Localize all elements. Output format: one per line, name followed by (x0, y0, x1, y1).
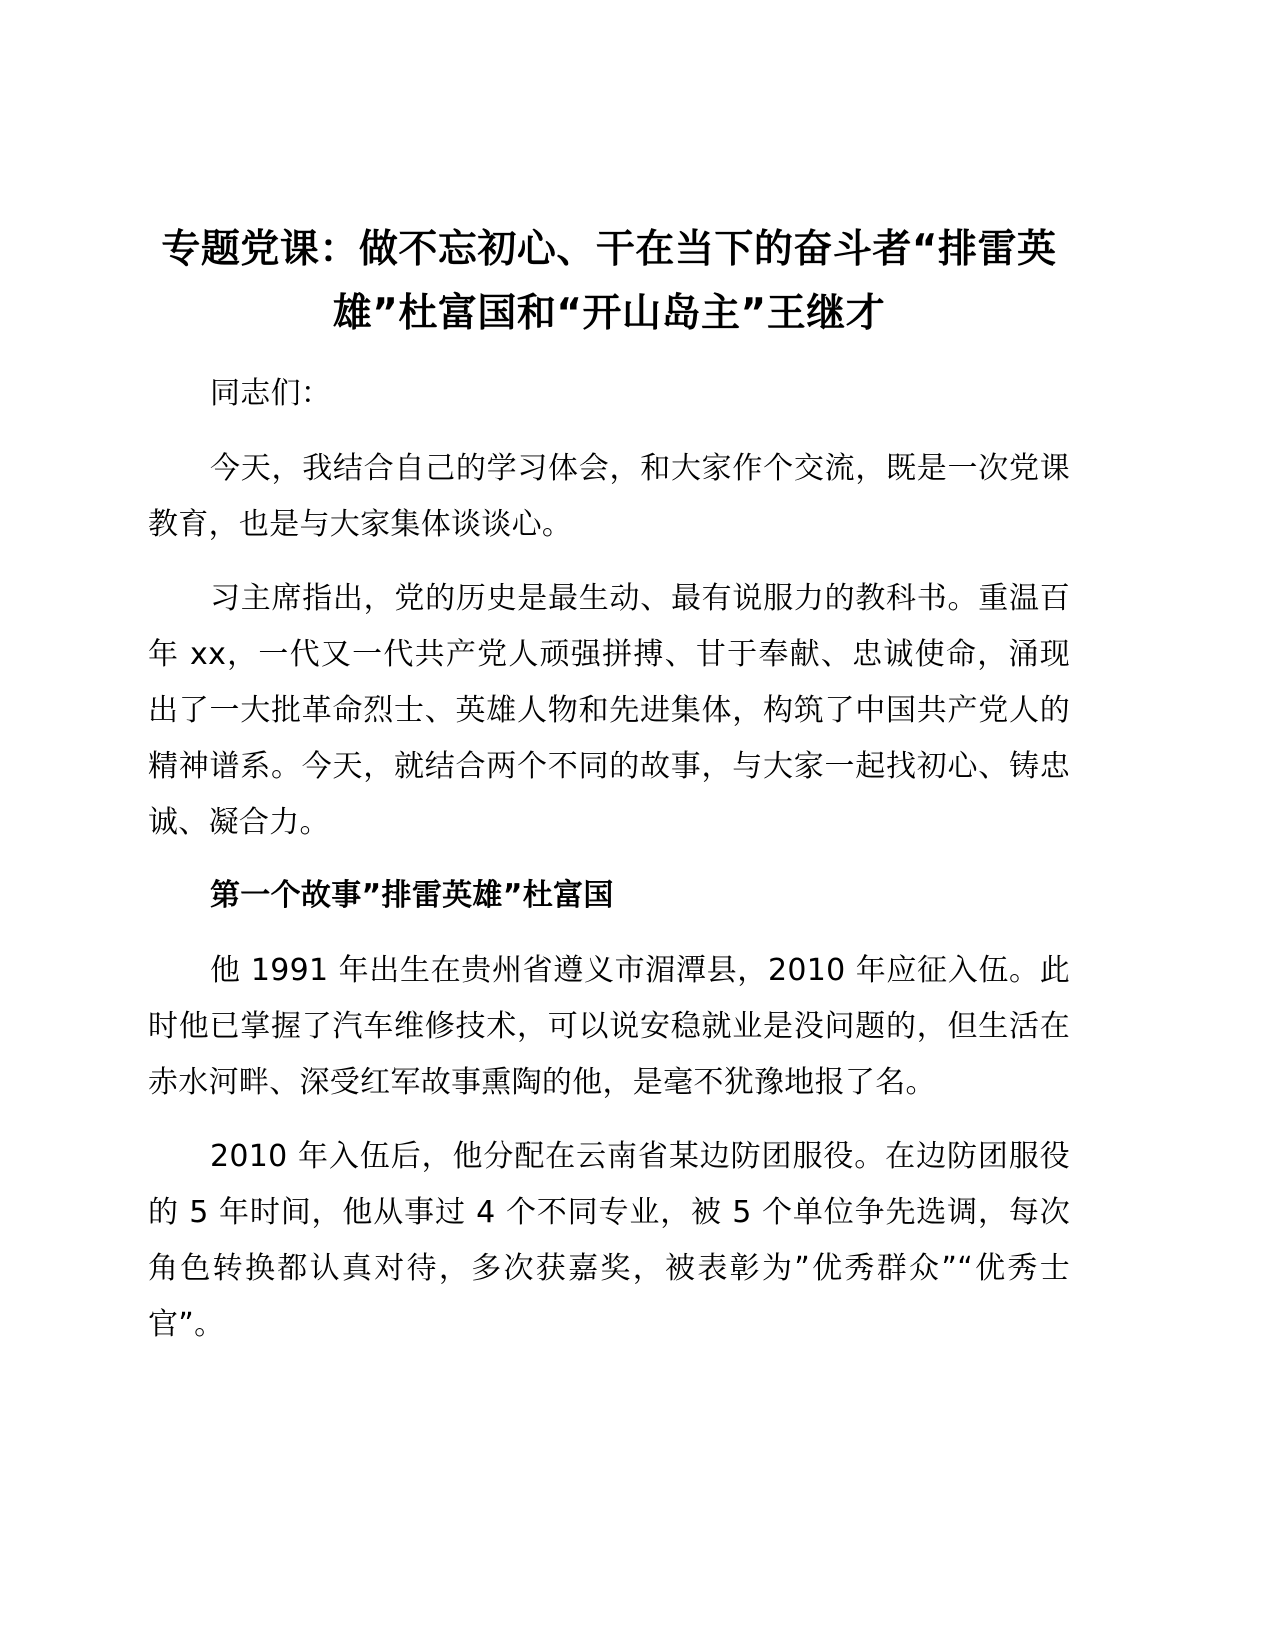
intro-paragraph: 今天，我结合自己的学习体会，和大家作个交流，既是一次党课教育，也是与大家集体谈谈心。 (148, 451, 1070, 542)
story-heading: 第一个故事”排雷英雄”杜富国 (210, 878, 614, 913)
story-paragraph-1: 他 1991 年出生在贵州省遵义市湄潭县，2010 年应征入伍。此时他已掌握了汽车维修技术，可以说安稳就业是没问题的，但生活在赤水河畔、深受红军故事熏陶的他，是毫不犹豫地报了名。 (148, 953, 1070, 1100)
history-paragraph: 习主席指出，党的历史是最生动、最有说服力的教科书。重温百年 xx，一代又一代共产党人顽强拼搏、甘于奉献、忠诚使命，涌现出了一大批革命烈士、英雄人物和先进集体，构筑了中国共产党人的精神谱系。今天，就结合两个不同的故事，与大家一起找初心、铸忠诚、凝合力。 (148, 581, 1070, 840)
greeting-paragraph: 同志们： (210, 376, 332, 411)
document-title: 专题党课：做不忘初心、干在当下的奋斗者“排雷英雄”杜富国和“开山岛主”王继才 (161, 227, 1057, 336)
story-paragraph-2: 2010 年入伍后，他分配在云南省某边防团服役。在边防团服役的 5 年时间，他从事过 4 个不同专业，被 5 个单位争先选调，每次角色转换都认真对待，多次获嘉奖，被表彰为”优秀群众”“优秀士官”。 (148, 1139, 1070, 1342)
